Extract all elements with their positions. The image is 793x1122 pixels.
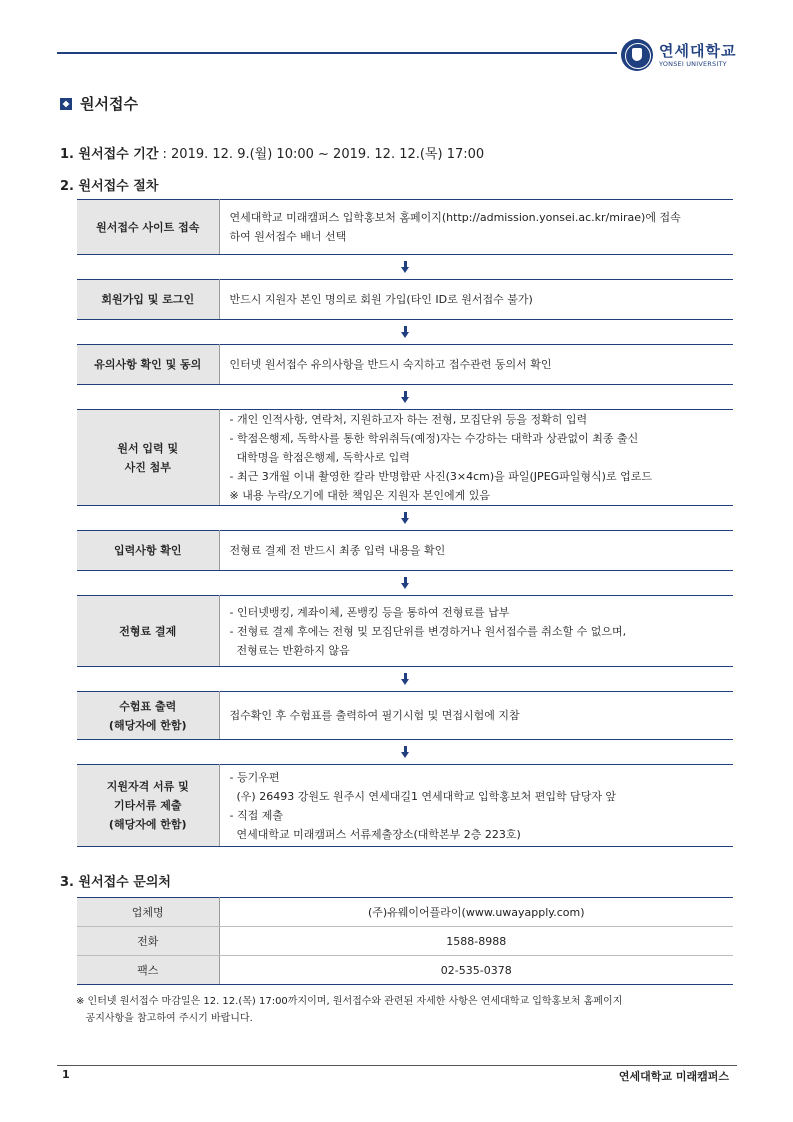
period-line <box>60 143 484 162</box>
step-description-line: ※ 내용 누락/오기에 대한 책임은 지원자 본인에게 있음 <box>229 489 491 502</box>
step-description-line: - 등기우편 <box>229 770 280 784</box>
contact-value: 02-535-0378 <box>219 956 733 985</box>
contact-key: 팩스 <box>77 956 219 985</box>
procedure-step <box>77 596 733 667</box>
university-seal-icon <box>621 39 653 71</box>
step-description-line: - 학점은행제, 독학사를 통한 학위취득(예정)자는 수강하는 대학과 상관없이 최종 출신 <box>229 432 639 445</box>
step-description <box>219 531 733 571</box>
step-description <box>219 765 733 847</box>
step-label-line: (해당자에 한함) <box>108 818 187 831</box>
contact-row-phone <box>77 927 733 956</box>
period-value: : 2019. 12. 9.(월) 10:00 ~ 2019. 12. 12.(목) 17:00 <box>158 147 485 162</box>
procedure-step <box>77 410 733 506</box>
step-label <box>77 280 219 320</box>
arrow-down-icon <box>401 679 409 685</box>
step-label <box>77 200 219 255</box>
step-connector <box>77 255 733 280</box>
step-description <box>219 596 733 667</box>
step-connector <box>77 506 733 531</box>
step-connector <box>77 320 733 345</box>
step-description-line: 인터넷 원서접수 유의사항을 반드시 숙지하고 접수관련 동의서 확인 <box>229 358 552 371</box>
university-logo <box>621 39 736 71</box>
arrow-down-icon <box>401 332 409 338</box>
arrow-down-icon <box>401 397 409 403</box>
contact-table <box>77 897 733 985</box>
procedure-heading <box>60 175 158 194</box>
procedure-step <box>77 531 733 571</box>
procedure-label: 2. 원서접수 절차 <box>60 179 159 194</box>
step-label-line: 기타서류 제출 <box>113 799 182 812</box>
procedure-step <box>77 345 733 385</box>
step-connector <box>77 667 733 692</box>
step-label-line: 유의사항 확인 및 동의 <box>94 358 202 371</box>
step-connector <box>77 385 733 410</box>
step-description-line: 연세대학교 미래캠퍼스 서류제출장소(대학본부 2층 223호) <box>229 827 521 841</box>
step-description <box>219 200 733 255</box>
step-description <box>219 280 733 320</box>
step-label <box>77 410 219 506</box>
footnote-line: ※ 인터넷 원서접수 마감일은 12. 12.(목) 17:00까지이며, 원서접수와 관련된 자세한 사항은 연세대학교 입학홍보처 홈페이지 <box>76 996 623 1007</box>
footer-rule <box>57 1065 737 1066</box>
step-description-line: - 최근 3개월 이내 촬영한 칼라 반명함판 사진(3×4cm)을 파일(JPEG파일형식)로 업로드 <box>229 470 652 483</box>
footer-organization: 연세대학교 미래캠퍼스 <box>618 1070 729 1083</box>
step-label-line: 회원가입 및 로그인 <box>101 293 195 306</box>
procedure-step <box>77 280 733 320</box>
step-description <box>219 410 733 506</box>
arrow-down-icon <box>401 518 409 524</box>
step-label-line: (해당자에 한함) <box>108 718 187 732</box>
step-label <box>77 765 219 847</box>
step-description <box>219 692 733 740</box>
contact-key: 업체명 <box>77 898 219 927</box>
arrow-down-icon <box>401 267 409 273</box>
step-description-line: - 개인 인적사항, 연락처, 지원하고자 하는 전형, 모집단위 등을 정확히 입력 <box>229 413 588 426</box>
step-description-line: 접수확인 후 수험표를 출력하여 필기시험 및 면접시험에 지참 <box>229 709 520 722</box>
period-label: 1. 원서접수 기간 <box>60 147 159 162</box>
procedure-step <box>77 200 733 255</box>
page-number: 1 <box>62 1068 70 1081</box>
step-label <box>77 531 219 571</box>
step-label <box>77 692 219 740</box>
contact-value: 1588-8988 <box>219 927 733 956</box>
step-description-line: 연세대학교 미래캠퍼스 입학홍보처 홈페이지(http://admission.yonsei.ac.kr/mirae)에 접속 <box>229 211 681 224</box>
contact-label: 3. 원서접수 문의처 <box>60 875 171 890</box>
section-title-text: 원서접수 <box>80 95 138 113</box>
footnote <box>76 993 736 1027</box>
step-description <box>219 345 733 385</box>
step-label-line: 입력사항 확인 <box>113 544 182 557</box>
step-label-line: 사진 첨부 <box>124 460 171 474</box>
step-description-line: - 전형료 결제 후에는 전형 및 모집단위를 변경하거나 원서접수를 취소할 수 없으며, <box>229 624 627 638</box>
procedure-step <box>77 765 733 847</box>
section-title <box>60 93 138 114</box>
step-description-line: 대학명을 학점은행제, 독학사로 입력 <box>229 451 410 464</box>
contact-value: (주)유웨이어플라이(www.uwayapply.com) <box>219 898 733 927</box>
arrow-down-icon <box>401 752 409 758</box>
step-label-line: 전형료 결제 <box>119 624 177 638</box>
step-label-line: 원서접수 사이트 접속 <box>96 220 200 234</box>
step-label <box>77 596 219 667</box>
arrow-down-icon <box>401 583 409 589</box>
logo-korean-name: 연세대학교 <box>659 41 737 60</box>
step-label-line: 원서 입력 및 <box>117 441 179 455</box>
procedure-step <box>77 692 733 740</box>
step-label <box>77 345 219 385</box>
step-connector <box>77 740 733 765</box>
logo-english-name: YONSEI UNIVERSITY <box>659 59 727 68</box>
step-connector <box>77 571 733 596</box>
header-rule <box>57 52 617 54</box>
procedure-table <box>77 199 733 847</box>
step-description-line: 하여 원서접수 배너 선택 <box>229 230 347 243</box>
section-bullet-icon <box>60 98 72 110</box>
step-label-line: 지원자격 서류 및 <box>106 780 189 793</box>
step-description-line: - 인터넷뱅킹, 계좌이체, 폰뱅킹 등을 통하여 전형료를 납부 <box>229 605 510 619</box>
step-description-line: 전형료 결제 전 반드시 최종 입력 내용을 확인 <box>229 544 446 557</box>
contact-row-fax <box>77 956 733 985</box>
footnote-line: 공지사항을 참고하여 주시기 바랍니다. <box>76 1013 253 1024</box>
step-description-line: 반드시 지원자 본인 명의로 회원 가입(타인 ID로 원서접수 불가) <box>229 293 533 306</box>
step-description-line: 전형료는 반환하지 않음 <box>229 643 350 657</box>
step-description-line: - 직접 제출 <box>229 808 283 822</box>
contact-heading <box>60 871 171 890</box>
step-label-line: 수험표 출력 <box>119 699 177 713</box>
contact-key: 전화 <box>77 927 219 956</box>
step-description-line: (우) 26493 강원도 원주시 연세대길1 연세대학교 입학홍보처 편입학 담당자 앞 <box>229 789 617 803</box>
contact-row-company <box>77 898 733 927</box>
